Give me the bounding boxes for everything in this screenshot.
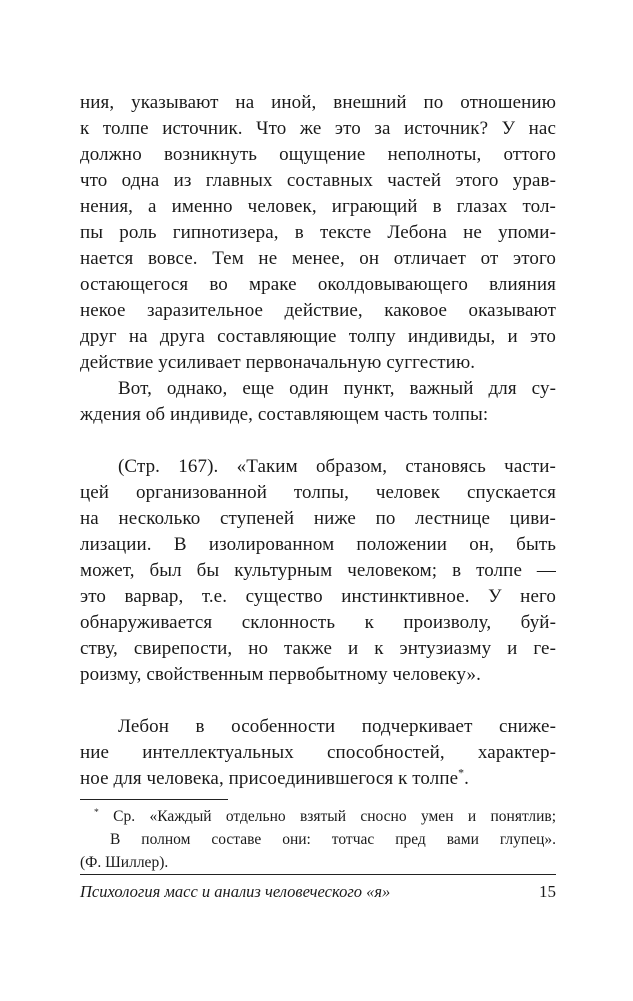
text-line: на несколько ступеней ниже по лестнице циви- — [80, 508, 556, 529]
text-line: ние интеллектуальных способностей, характер- — [80, 742, 556, 763]
text-line: лизации. В изолированном положении он, быть — [80, 534, 556, 555]
text-line: действие усиливает первоначальную суггестию. — [80, 352, 476, 373]
page-number: 15 — [539, 882, 556, 901]
text-line: Вот, однако, еще один пункт, важный для су- — [118, 378, 556, 399]
text-line: (Стр. 167). «Таким образом, становясь части- — [118, 456, 556, 477]
text-line: некое заразительное действие, каковое оказывают — [80, 300, 556, 321]
footer-book-title: Психология масс и анализ человеческого «я» — [80, 882, 391, 901]
text-line: ное для человека, присоединившегося к толпе*. — [80, 766, 469, 789]
paragraph — [80, 90, 556, 376]
footer-divider — [80, 874, 556, 875]
page-footer — [80, 874, 556, 902]
body-text — [80, 90, 556, 874]
text-line: друг на друга составляющие толпу индивиды, и это — [80, 326, 556, 347]
text-line: ству, свирепости, но также и к энтузиазму и ге- — [80, 638, 556, 659]
text-line: нается вовсе. Тем не менее, он отличает от этого — [80, 248, 556, 269]
text-line: что одна из главных составных частей этого урав- — [80, 170, 556, 191]
text-line: к толпе источник. Что же это за источник? У нас — [80, 118, 556, 139]
text-line: нения, а именно человек, играющий в глазах тол- — [80, 196, 556, 217]
footnote-marker: * — [94, 806, 99, 818]
text-line: должно возникнуть ощущение неполноты, оттого — [80, 144, 556, 165]
footnote-marker: * — [458, 766, 465, 780]
text-line: это варвар, т.е. существо инстинктивное. У него — [80, 586, 556, 607]
text-line: роизму, свойственным первобытному человеку». — [80, 664, 481, 685]
text-line: остающегося во мраке околдовывающего влияния — [80, 274, 556, 295]
paragraph — [80, 714, 556, 792]
footnote-divider — [80, 799, 228, 800]
text-line: пы роль гипнотизера, в тексте Лебона не упоми- — [80, 222, 556, 243]
paragraph — [80, 376, 556, 428]
paragraph — [80, 454, 556, 688]
footnote-line: (Ф. Шиллер). — [80, 854, 169, 871]
text-line: может, был бы культурным человеком; в толпе — — [80, 560, 556, 581]
footnote-line: В полном составе они: тотчас пред вами глупец». — [110, 831, 556, 848]
text-line: ждения об индивиде, составляющем часть толпы: — [80, 404, 489, 425]
text-line: цей организованной толпы, человек спускается — [80, 482, 556, 503]
footnote — [80, 799, 556, 874]
text-line: Лебон в особенности подчеркивает сниже- — [118, 716, 556, 737]
text-line: ния, указывают на иной, внешний по отношению — [80, 92, 556, 113]
text-line: обнаруживается склонность к произволу, буй- — [80, 612, 556, 633]
footnote-line: * Ср. «Каждый отдельно взятый сносно умен и понятлив; — [94, 806, 556, 825]
footer-row — [80, 882, 556, 902]
